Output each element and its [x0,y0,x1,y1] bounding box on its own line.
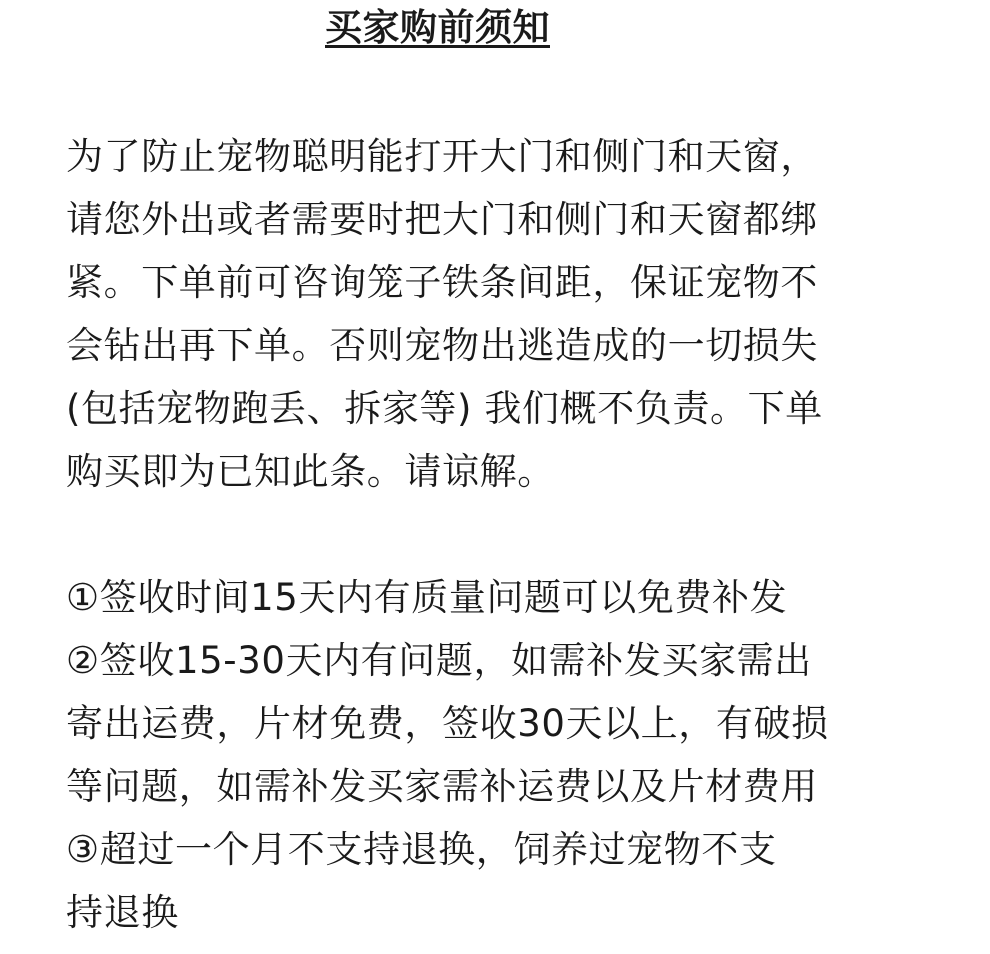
rule-line: ③超过一个月不支持退换，饲养过宠物不支 [66,828,777,871]
paragraph-line: 请您外出或者需要时把大门和侧门和天窗都绑 [66,198,818,241]
rule-line: ②签收15-30天内有问题，如需补发买家需出 [66,639,812,682]
paragraph-line: 紧。下单前可咨询笼子铁条间距，保证宠物不 [66,261,818,304]
rule-line: 寄出运费，片材免费，签收30天以上，有破损 [66,702,829,745]
paragraph-line: 为了防止宠物聪明能打开大门和侧门和天窗， [66,135,818,178]
rule-line: 持退换 [66,891,179,934]
paragraph-line: 购买即为已知此条。请谅解。 [66,450,555,493]
paragraph-line: (包括宠物跑丢、拆家等) 我们概不负责。下单 [66,387,823,430]
rule-line: ①签收时间15天内有质量问题可以免费补发 [66,576,788,619]
rule-line: 等问题，如需补发买家需补运费以及片材费用 [66,765,818,808]
page-title: 买家购前须知 [325,6,550,49]
paragraph-line: 会钻出再下单。否则宠物出逃造成的一切损失 [66,324,818,367]
